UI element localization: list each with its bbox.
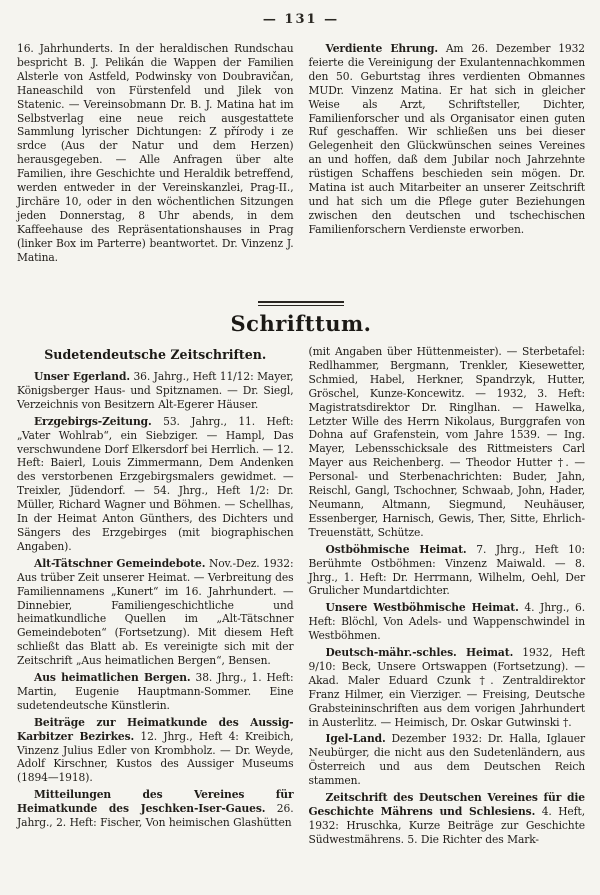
continuation-paragraph <box>17 42 294 265</box>
entry-text: 4. Heft, 1932: Hruschka, Kurze Beiträge zur Geschichte Südwestmährens. 5. Die Richter des Mark- <box>308 805 585 846</box>
journal-entry <box>309 543 586 599</box>
journal-entry <box>17 370 294 412</box>
schrifttum-section <box>17 345 585 850</box>
entry-title: Unsere Westböhmische Heimat. <box>325 601 519 615</box>
entry-text: 12. Jhrg., Heft 4: Kreibich, Vinzenz Julius Edler von Krombholz. — Dr. Weyde, Adolf Kirschner, Kustos des Aussiger Museums (1894—1918). <box>17 729 294 785</box>
main-left-column <box>17 345 294 850</box>
entry-title: Ostböhmische Heimat. <box>325 542 467 556</box>
entry-text: 53. Jahrg., 11. Heft: „Vater Wohlrab“, ein Siebziger. — Hampl, Das verschwundene Dorf Elkersdorf bei Herrlich. — 12. Heft: Baierl, Louis Zimmermann, Dem Andenken des verstorbenen Erzgebirgsmalers gewidmet. — Treixler, Jüdendorf. — 54. Jhrg., Heft 1/2: Dr. Müller, Richard Wagner und Böhmen. — Schellhas, In der Heimat Anton Günthers, des Dichters und Sängers des Erzgebirges (mit biographischen Angaben). <box>17 414 294 553</box>
journal-entry <box>309 646 586 729</box>
honor-notice-paragraph <box>309 42 586 237</box>
section-divider <box>258 301 344 306</box>
entry-text: 38. Jhrg., 1. Heft: Martin, Eugenie Hauptmann-Sommer. Eine sudetendeutsche Künstlerin. <box>17 671 294 712</box>
journal-entry <box>309 601 586 643</box>
top-section <box>17 42 585 292</box>
entry-title: Erzgebirgs-Zeitung. <box>34 414 152 428</box>
section-title: Schrifttum. <box>230 311 372 336</box>
entry-title: Deutsch-mähr.-schles. Heimat. <box>325 646 514 660</box>
entry-text: Dezember 1932: Dr. Halla, Iglauer Neubürger, die nicht aus den Sudetenländern, aus Österreich und aus dem Deutschen Reich stammen. <box>308 732 586 788</box>
entry-text: 4. Jhrg., 6. Heft: Blöchl, Von Adels- und Wappenschwindel in Westböhmen. <box>308 601 586 643</box>
journal-entry <box>309 791 586 847</box>
main-right-column <box>309 345 586 850</box>
journal-entry <box>17 557 294 668</box>
page-number: — 131 — <box>262 12 340 27</box>
journal-entry <box>17 671 294 713</box>
notice-title: Verdiente Ehrung. <box>325 42 438 55</box>
journal-entry <box>17 415 294 554</box>
entry-text: 1932, Heft 9/10: Beck, Unsere Ortswappen (Fortsetzung). — Akad. Maler Eduard Czunk †. Zentraldirektor Franz Hilmer, ein Vierziger. — Freising, Deutsche Grabsteininschriften aus dem vorigen Jahrhundert in Austerlitz. — Heimisch, Dr. Oskar Gutwinski †. <box>308 646 585 729</box>
journal-entry <box>309 732 586 788</box>
entry-title: Aus heimatlichen Bergen. <box>34 671 191 685</box>
entry-title: Unser Egerland. <box>34 370 130 383</box>
journal-entry-continuation <box>309 345 586 540</box>
entry-text: (mit Angaben über Hüttenmeister). — Sterbetafel: Redlhammer, Bergmann, Trenkler, Kiesewetter, Schmied, Habel, Herkner, Spandrzyk, Hutter, Gröschel, Kunze-Koncewitz. — 1932, 3. Heft: Magistratsdirektor Dr. Ringlhan. — Hawelka, Letzter Wille des Herrn Nikolaus, Burggrafen von Dohna auf Grafenstein, vom Jahre 1539. — Ing. Mayer, Lebensschicksale des Rittmeisters Carl Mayer aus Reichenberg. — Theodor Hutter †. — Personal- und Sterbenachrichten: Buder, Jahn, Reischl, Gangl, Tschochner, Schwaab, John, Hader, Neumann, Altmann, Siegmund, Neuhäuser, Essenberger, Harnisch, Gewis, Ther, Sitte, Ehrlich-Treuenstätt, Schütze. <box>308 345 585 539</box>
entry-title: Igel-Land. <box>325 732 386 746</box>
top-right-column <box>309 42 586 292</box>
subsection-title: Sudetendeutsche Zeitschriften. <box>44 347 267 362</box>
entry-title: Alt-Tätschner Gemeindebote. <box>34 556 206 570</box>
entry-text: Nov.-Dez. 1932: Aus trüber Zeit unserer Heimat. — Verbreitung des Familiennamens „Kunert“ im 16. Jahrhundert. — Dinnebier, Familiengeschichtliche und heimatkundliche Quellen im „Alt-Tätschner Gemeindeboten“ (Fortsetzung). Mit diesem Heft schließt das Blatt ab. Es vereinigte sich mit der Zeitschrift „Aus heimatlichen Bergen“, Bensen. <box>17 556 294 668</box>
entry-text: 26. Jahrg., 2. Heft: Fischer, Von heimischen Glashütten <box>17 802 294 830</box>
entry-text: 7. Jhrg., Heft 10: Berühmte Ostböhmen: Vinzenz Maiwald. — 8. Jhrg., 1. Heft: Dr. Herrmann, Wilhelm, Oehl, Der Grulicher Mundartdichter. <box>308 542 586 598</box>
entry-title: Mitteilungen des Vereines für Heimatkunde des Jeschken-Iser-Gaues. <box>17 788 294 816</box>
entry-title: Beiträge zur Heimatkunde des Aussig-Karbitzer Bezirkes. <box>17 715 294 743</box>
entry-text: 36. Jahrg., Heft 11/12: Mayer, Königsberger Haus- und Spitznamen. — Dr. Siegl, Verzeichnis von Besitzern Alt-Egerer Häuser. <box>17 370 294 411</box>
top-left-column <box>17 42 294 292</box>
paragraph-text: Am 26. Dezember 1932 feierte die Vereinigung der Exulantennachkommen den 50. Geburtstag ihres verdienten Obmannes MUDr. Vinzenz Matina. Er hat sich in gleicher Weise als Arzt, Schriftsteller, Dichter, Familienforscher und als Organisator einen guten Ruf geschaffen. Wir schließen uns bei dieser Gelegenheit den Glückwünschen seines Vereines an und hoffen, daß dem Jubilar noch Jahrzehnte rüstigen Schaffens beschieden sein mögen. Dr. Matina ist auch Mitarbeiter an unserer Zeitschrift und hat sich um die Pflege guter Beziehungen zwischen den deutschen und tschechischen Familienforschern Verdienste erworben. <box>308 42 585 236</box>
paragraph-text: 16. Jahrhunderts. In der heraldischen Rundschau bespricht B. J. Pelikán die Wappen der Familien Alsterle von Astfeld, Podwinsky von Doubravičan, Haneaschild von Fürstenfeld und Jilek von Statenic. — Vereinsobmann Dr. B. J. Matina hat im Selbstverlag eine neue reich ausgestattete Sammlung lyrischer Dichtungen: Z přírody i ze srdce (Aus der Natur und dem Herzen) herausgegeben. — Alle Anfragen über alte Familien, ihre Geschichte und Heraldik betreffend, werden entweder in der Vereinskanzlei, Prag-II., Jirchäre 10, oder in den wöchentlichen Sitzungen jeden Donnerstag, 8 Uhr abends, in dem Kaffeehause des Repräsentationshauses in Prag (linker Box im Parterre) beantwortet. Dr. Vinzenz J. Matina. <box>17 42 294 264</box>
journal-entry <box>17 716 294 786</box>
entry-title: Zeitschrift des Deutschen Vereines für die Geschichte Mährens und Schlesiens. <box>308 791 585 818</box>
journal-entry <box>17 788 294 830</box>
